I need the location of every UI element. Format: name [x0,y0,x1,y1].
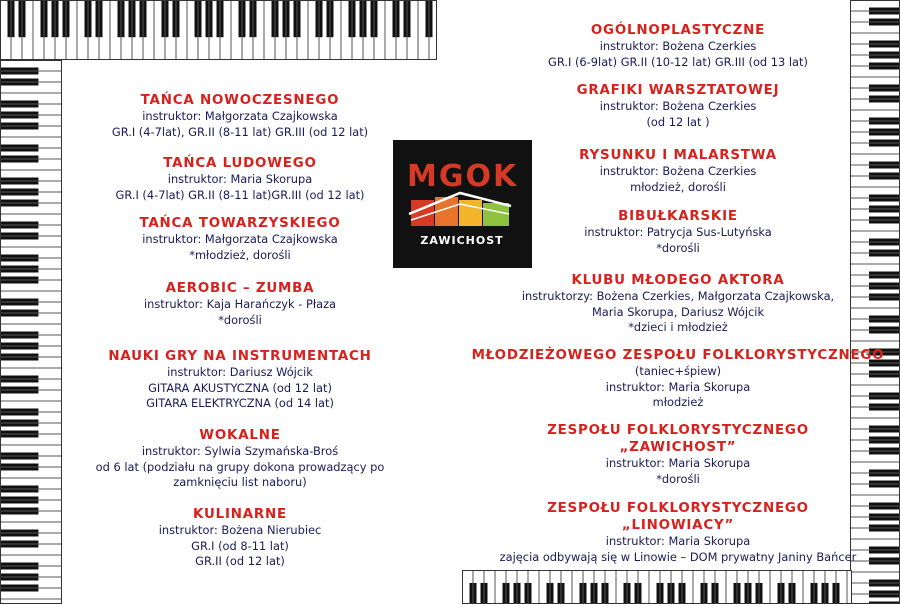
course-entry [584,208,772,256]
course-detail: *dorośli [656,471,700,486]
course-detail: GR.I (od 8-11 lat) [191,538,289,553]
course-detail: instruktor: Bożena Czerkies [599,99,757,113]
course-entry [472,347,885,411]
course-detail: (od 12 lat ) [646,114,710,129]
course-detail: GITARA AKUSTYCZNA (od 12 lat) [148,380,332,395]
course-detail: *młodzież, dorośli [189,247,291,262]
course-entry [548,22,808,70]
course-entry [577,82,780,130]
course-title: ZESPOŁU FOLKLORYSTYCZNEGO „ZAWICHOST” [547,423,809,455]
course-entry [112,92,368,140]
course-detail: instruktorzy: Bożena Czerkies, Małgorzata Czajkowska, [521,289,835,303]
course-detail: instruktor: Dariusz Wójcik [167,365,313,379]
course-entry [144,280,336,328]
course-detail: instruktor: Małgorzata Czajkowska [142,109,338,123]
piano-icon [0,0,437,60]
course-detail: instruktor: Maria Skorupa [167,172,313,186]
course-title: ZESPOŁU FOLKLORYSTYCZNEGO „LINOWIACY” [547,501,809,533]
course-entry [115,155,364,203]
course-detail: instruktor: Bożena Czerkies [599,39,757,53]
course-detail: zamknięciu list naboru) [173,475,307,489]
course-detail: *dorośli [656,240,700,255]
course-detail: młodzież, dorośli [630,179,726,194]
course-detail: instruktor: Małgorzata Czajkowska [142,232,338,246]
course-detail: GR.I (6-9lat) GR.II (10-12 lat) GR.III (od 13 lat) [548,54,808,69]
course-entry [579,147,777,195]
course-detail: *dorośli [218,312,262,327]
course-title: KULINARNE [193,507,287,522]
course-detail: instruktor: Maria Skorupa [605,456,751,470]
course-title: OGÓLNOPLASTYCZNE [590,23,766,38]
course-title: TAŃCA NOWOCZESNEGO [140,93,340,108]
logo-letters: MGOK [407,159,519,194]
course-detail: instruktor: Bożena Czerkies [599,164,757,178]
mgok-logo [393,140,532,268]
course-entry [139,215,340,263]
course-title: MŁODZIEŻOWEGO ZESPOŁU FOLKLORYSTYCZNEGO [471,348,885,363]
course-title: KLUBU MŁODEGO AKTORA [571,273,785,288]
course-detail: *dzieci i młodzież [628,320,728,334]
course-detail: GR.I (4-7lat) GR.II (8-11 lat)GR.III (od 12 lat) [115,187,365,202]
course-detail: instruktor: Patrycja Sus-Lutyńska [584,225,772,239]
course-title: TAŃCA LUDOWEGO [163,156,317,171]
course-detail: Maria Skorupa, Dariusz Wójcik [591,304,765,319]
course-entry [96,427,385,491]
course-entry [522,272,834,336]
piano-keys-right-side [850,0,900,604]
piano-keys-bottom-right [462,570,852,604]
course-detail: młodzież [652,395,704,409]
piano-icon [850,0,900,604]
course-title: GRAFIKI WARSZTATOWEJ [576,83,780,98]
course-detail: instruktor: Kaja Harańczyk - Płaza [143,297,337,311]
course-detail: (taniec+śpiew) [634,364,722,378]
course-entry [108,348,371,412]
logo-town: ZAWICHOST [420,234,504,247]
course-detail: instruktor: Sylwia Szymańska-Broś [141,444,339,458]
course-detail: GITARA ELEKTRYCZNA (od 14 lat) [146,396,334,410]
course-detail: od 6 lat (podziału na grupy dokona prowadzący po [95,459,385,474]
course-title: WOKALNE [199,428,281,443]
piano-icon [462,570,852,604]
course-detail: GR.II (od 12 lat) [195,554,285,568]
course-detail: instruktor: Maria Skorupa [605,534,751,548]
course-title: NAUKI GRY NA INSTRUMENTACH [108,349,372,364]
course-entry [500,500,857,565]
course-detail: GR.I (4-7lat), GR.II (8-11 lat) GR.III (od 12 lat) [111,124,369,139]
page-gap [437,0,462,604]
course-detail: zajęcia odbywają się w Linowie – DOM prywatny Janiny Bańcer [499,549,857,564]
course-detail: instruktor: Maria Skorupa [605,379,751,394]
course-detail: instruktor: Bożena Nierubiec [158,523,322,537]
course-entry [159,506,322,570]
course-title: AEROBIC – ZUMBA [165,281,315,296]
course-title: BIBUŁKARSKIE [618,209,738,224]
course-title: TAŃCA TOWARZYSKIEGO [139,216,341,231]
piano-icon [0,60,62,604]
course-title: RYSUNKU I MALARSTWA [579,148,777,163]
piano-keys-top-left [0,0,437,60]
piano-keys-left-side [0,60,62,604]
course-entry [547,422,809,487]
